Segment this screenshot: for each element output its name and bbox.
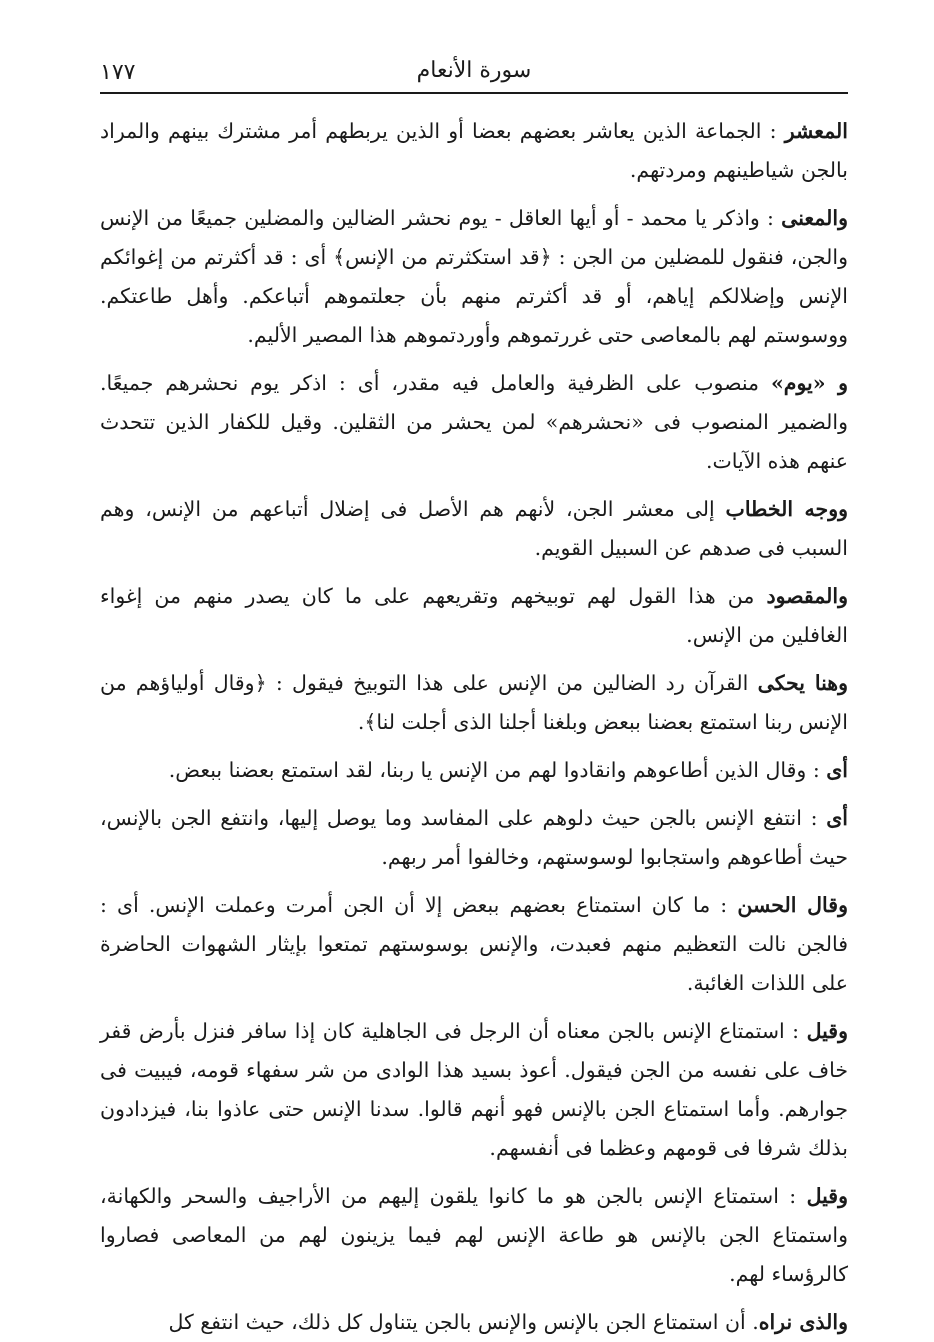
paragraph-lead: وقال الحسن [737,893,848,917]
paragraph [100,886,848,1003]
paragraph [100,490,848,568]
paragraph-text: : استمتاع الإنس بالجن معناه أن الرجل فى الجاهلية كان إذا سافر فنزل بأرض قفر خاف على نفسه من الجن فيقول. أعوذ بسيد هذا الوادى من شر سفهاء قومه، فيبيت فى جوارهم. وأما استمتاع الجن بالإنس فهو أنهم قالوا. سدنا الإنس حتى عاذوا بنا، فيزدادون بذلك شرفا فى قومهم وعظما فى أنفسهم. [100,1019,848,1160]
paragraph [100,1303,848,1342]
paragraph-lead: و «يوم» [770,371,849,395]
paragraph-lead: والمقصود [766,584,848,608]
paragraph-text: . أن استمتاع الجن بالإنس والإنس بالجن يتناول كل ذلك، حيث انتفع كل [168,1310,759,1334]
paragraph-lead: ووجه الخطاب [725,497,848,521]
paragraph [100,1012,848,1168]
paragraph [100,664,848,742]
paragraph [100,364,848,481]
page-body [100,112,848,1342]
paragraph-lead: المعشر [784,119,848,143]
paragraph-lead: والذى نراه [758,1310,848,1334]
paragraph-text: : انتفع الإنس بالجن حيث دلوهم على المفاسد وما يوصل إليها، وانتفع الجن بالإنس، حيث أطاعوهم واستجابوا لوسوستهم، وخالفوا أمر ربهم. [100,806,848,869]
paragraph-text: : وقال الذين أطاعوهم وانقادوا لهم من الإنس يا ربنا، لقد استمتع بعضنا ببعض. [168,758,827,782]
paragraph-text: : الجماعة الذين يعاشر بعضهم بعضا أو الذين يربطهم أمر مشترك بينهم والمراد بالجن شياطينهم ومردتهم. [100,119,848,182]
book-page [100,52,849,1334]
paragraph-text: إلى معشر الجن، لأنهم هم الأصل فى إضلال أتباعهم من الإنس، وهم السبب فى صدهم عن السبيل القويم. [100,497,848,560]
paragraph-lead: أى [826,806,848,830]
paragraph-text: من هذا القول لهم توبيخهم وتقريعهم على ما كان يصدر منهم من إغواء الغافلين من الإنس. [100,584,848,647]
paragraph-text: : ما كان استمتاع بعضهم ببعض إلا أن الجن أمرت وعملت الإنس. أى : فالجن نالت التعظيم منهم فعبدت، والإنس بوسوستهم تمتعوا بإيثار الشهوات الحاضرة على اللذات الغائبة. [100,893,848,995]
paragraph-lead: وقيل [806,1184,848,1208]
surah-title: سورة الأنعام [416,58,532,83]
paragraph [100,577,848,655]
paragraph-lead: والمعنى [781,206,848,230]
paragraph [100,112,848,190]
paragraph-text: : واذكر يا محمد - أو أيها العاقل - يوم نحشر الضالين والمضلين جميعًا من الإنس والجن، فنقول للمضلين من الجن : ﴿قد استكثرتم من الإنس﴾ أى : قد أكثرتم من إغوائكم الإنس وإضلالكم إياهم، أو قد أكثرتم منهم بأن جعلتموهم أتباعكم. وأهل طاعتكم. ووسوستم لهم بالمعاصى حتى غررتموهم وأوردتموهم هذا المصير الأليم. [100,206,848,347]
paragraph [100,751,848,790]
paragraph [100,1177,848,1294]
page-header [100,52,848,94]
paragraph [100,199,848,355]
paragraph-lead: أى [826,758,848,782]
page-number: ١٧٧ [100,60,136,85]
paragraph-text: القرآن رد الضالين من الإنس على هذا التوبيخ فيقول : ﴿وقال أولياؤهم من الإنس ربنا استمتع بعضنا ببعض وبلغنا أجلنا الذى أجلت لنا﴾. [100,671,848,734]
paragraph-lead: وهنا يحكى [757,671,848,695]
paragraph-text: منصوب على الظرفية والعامل فيه مقدر، أى : اذكر يوم نحشرهم جميعًا. والضمير المنصوب فى «نحشرهم» لمن يحشر من الثقلين. وقيل للكفار الذين تتحدث عنهم هذه الآيات. [100,371,848,473]
paragraph [100,799,848,877]
paragraph-lead: وقيل [806,1019,848,1043]
paragraph-text: : استمتاع الإنس بالجن هو ما كانوا يلقون إليهم من الأراجيف والسحر والكهانة، واستمتاع الجن بالإنس هو طاعة الإنس لهم فيما يزينون لهم من المعاصى فصاروا كالرؤساء لهم. [100,1184,848,1286]
